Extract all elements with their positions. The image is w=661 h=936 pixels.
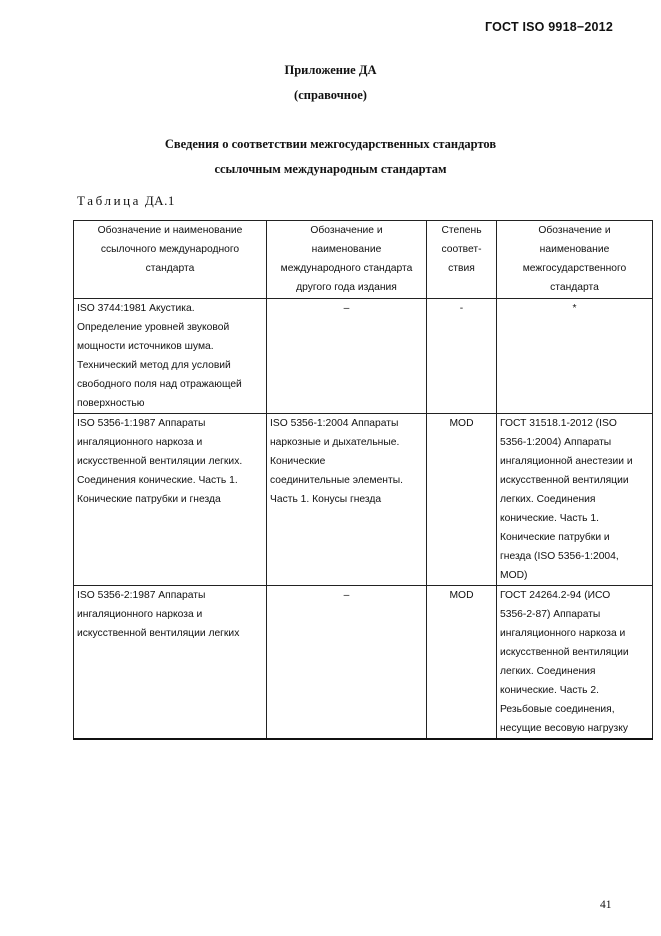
cell-reference-standard: ISO 3744:1981 Акустика. Определение уровней звуковой мощности источников шума. Технический метод для условий свободного поля над отражающей поверхностью bbox=[74, 299, 267, 414]
cell-interstate-standard: ГОСТ 31518.1-2012 (ISO 5356-1:2004) Аппараты ингаляционной анестезии и искусственной вентиляции легких. Соединения конические. Часть 1. Конические патрубки и гнезда (ISO 5356-1:2004, MOD) bbox=[497, 414, 653, 586]
cell-conformity-degree: - bbox=[427, 299, 497, 414]
cell-reference-standard: ISO 5356-2:1987 Аппараты ингаляционного наркоза и искусственной вентиляции легких bbox=[74, 586, 267, 740]
appendix-title: Приложение ДА bbox=[284, 63, 377, 77]
section-title bbox=[0, 132, 661, 182]
cell-interstate-standard: * bbox=[497, 299, 653, 414]
cell-international-other-year: ISO 5356-1:2004 Аппараты наркозные и дыхательные. Конические соединительные элементы. Часть 1. Конусы гнезда bbox=[267, 414, 427, 586]
table-row bbox=[74, 299, 653, 414]
section-title-line-1: Сведения о соответствии межгосударственных стандартов bbox=[164, 137, 497, 151]
header-international-other-year: Обозначение и наименование международного стандарта другого года издания bbox=[267, 221, 427, 299]
header-reference-standard: Обозначение и наименование ссылочного международного стандарта bbox=[74, 221, 267, 299]
table-row bbox=[74, 586, 653, 740]
cell-conformity-degree: MOD bbox=[427, 586, 497, 740]
document-code: ГОСТ ISO 9918−2012 bbox=[485, 20, 613, 34]
table-header-row bbox=[74, 221, 653, 299]
cell-international-other-year: – bbox=[267, 299, 427, 414]
section-title-line-2: ссылочным международным стандартам bbox=[214, 162, 447, 176]
table-caption bbox=[77, 193, 175, 209]
table-caption-number: ДА.1 bbox=[144, 193, 175, 208]
table-row bbox=[74, 414, 653, 586]
cell-international-other-year: – bbox=[267, 586, 427, 740]
appendix-subtitle: (справочное) bbox=[294, 88, 367, 102]
cell-conformity-degree: MOD bbox=[427, 414, 497, 586]
cell-reference-standard: ISO 5356-1:1987 Аппараты ингаляционного наркоза и искусственной вентиляции легких. Соединения конические. Часть 1. Конические патрубки и гнезда bbox=[74, 414, 267, 586]
header-interstate-standard: Обозначение и наименование межгосударственного стандарта bbox=[497, 221, 653, 299]
correspondence-table bbox=[73, 220, 653, 740]
header-conformity-degree: Степень соответ- ствия bbox=[427, 221, 497, 299]
cell-interstate-standard: ГОСТ 24264.2-94 (ИСО 5356-2-87) Аппараты ингаляционного наркоза и искусственной вентиляции легких. Соединения конические. Часть 2. Резьбовые соединения, несущие весовую нагрузку bbox=[497, 586, 653, 740]
page-number: 41 bbox=[600, 899, 612, 911]
table-caption-word: Таблица bbox=[77, 193, 142, 208]
